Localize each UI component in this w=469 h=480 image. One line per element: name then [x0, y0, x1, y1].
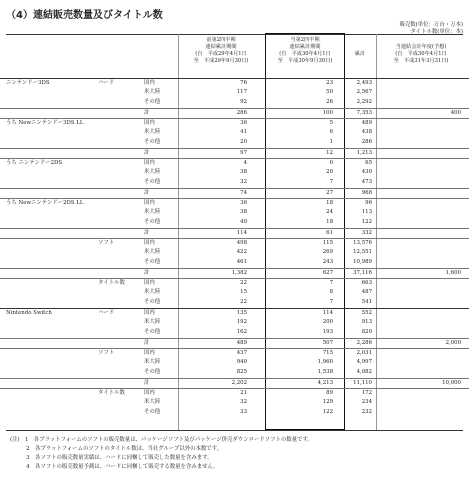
- cell-curr: 18: [326, 219, 333, 225]
- table-row: [0, 178, 469, 187]
- header-curr-line1: 当第2四半期: [290, 37, 320, 43]
- cell-reg: 計: [144, 380, 150, 386]
- cell-cat: ハード: [98, 80, 115, 86]
- cell-reg: 計: [144, 110, 150, 116]
- cell-cum: 286: [361, 139, 372, 145]
- cell-cum: 172: [361, 390, 372, 396]
- unit-note-sales: 販売数(単位：万台・万本): [399, 22, 463, 28]
- table-bottom-rule: [6, 430, 463, 431]
- cell-reg: 米大陸: [144, 399, 161, 405]
- cell-cum: 489: [361, 120, 372, 126]
- cell-prev: 135: [236, 310, 247, 316]
- cell-prev: 41: [240, 129, 247, 135]
- table-row: [0, 238, 469, 248]
- cell-reg: その他: [144, 219, 161, 225]
- cell-reg: その他: [144, 369, 161, 375]
- table-row: [0, 328, 469, 337]
- cell-cum: 2,286: [356, 340, 372, 346]
- header-prev-period: [180, 37, 262, 65]
- cell-prev: 32: [240, 179, 247, 185]
- cell-curr: 122: [322, 409, 333, 415]
- cell-prev: 489: [236, 340, 247, 346]
- cell-prev: 21: [240, 390, 247, 396]
- cell-curr: 1,538: [317, 369, 333, 375]
- cell-fc: 10,000: [442, 380, 461, 386]
- cell-cum: 2,493: [356, 80, 372, 86]
- cell-reg: その他: [144, 179, 161, 185]
- cell-prev: 97: [240, 150, 247, 156]
- cell-reg: 国内: [144, 200, 155, 206]
- cell-curr: 7: [329, 179, 333, 185]
- cell-reg: 計: [144, 230, 150, 236]
- table-row: [0, 378, 469, 388]
- table-row: [0, 398, 469, 407]
- footnote-2: 2 各プラットフォームのソフトのタイトル数は、当社グループ以外の本数です。: [10, 446, 223, 452]
- cell-curr: 18: [326, 200, 333, 206]
- header-curr-period: [265, 37, 345, 65]
- cell-reg: 米大陸: [144, 359, 161, 365]
- cell-prev: 36: [240, 200, 247, 206]
- cell-reg: 計: [144, 190, 150, 196]
- cell-cum: 37,116: [353, 270, 372, 276]
- cell-reg: 国内: [144, 240, 155, 246]
- table-row: [0, 198, 469, 208]
- cell-prev: 15: [240, 289, 247, 295]
- table-row: [0, 318, 469, 327]
- cell-prev: 92: [240, 99, 247, 105]
- cell-curr: 12: [326, 150, 333, 156]
- cell-curr: 115: [322, 240, 333, 246]
- cell-curr: 23: [326, 80, 333, 86]
- cell-curr: 193: [322, 329, 333, 335]
- table-row: [0, 228, 469, 238]
- cell-fc: 2,000: [445, 340, 461, 346]
- cell-curr: 0: [329, 160, 333, 166]
- cell-reg: 国内: [144, 310, 155, 316]
- cell-reg: 国内: [144, 280, 155, 286]
- cell-curr: 61: [326, 230, 333, 236]
- cell-prev: 2,202: [231, 380, 247, 386]
- header-curr-line2: 連結累計期間: [289, 44, 321, 50]
- cell-cat: ソフト: [98, 350, 115, 356]
- cell-cum: 122: [361, 219, 372, 225]
- cell-prev: 36: [240, 120, 247, 126]
- cell-prev: 32: [240, 399, 247, 405]
- cell-prev: 76: [240, 80, 247, 86]
- cell-fc: 1,600: [445, 270, 461, 276]
- table-row: [0, 258, 469, 267]
- footnote-3: 3 各ソフトの販売数量実績は、ハードに同梱して販売した数量を含みます。: [10, 455, 213, 461]
- table-row: [0, 218, 469, 227]
- table-row: [0, 298, 469, 307]
- table-row: [0, 158, 469, 168]
- table-row: [0, 118, 469, 128]
- cell-curr: 24: [326, 209, 333, 215]
- cell-reg: 国内: [144, 390, 155, 396]
- footnotes: [10, 436, 313, 472]
- cell-curr: 50: [326, 89, 333, 95]
- cell-cum: 4,082: [356, 369, 372, 375]
- cell-cum: 820: [361, 329, 372, 335]
- header-curr-line4: 至 平成30年9月30日): [277, 58, 333, 64]
- cell-curr: 89: [326, 390, 333, 396]
- cell-cum: 2,292: [356, 99, 372, 105]
- table-row: [0, 288, 469, 297]
- cell-prev: 1,382: [231, 270, 247, 276]
- table-row: [0, 188, 469, 198]
- header-top-rule: [6, 34, 463, 35]
- table-row: [0, 338, 469, 348]
- cell-prev: 162: [236, 329, 247, 335]
- header-forecast-line1: 当連結会計年度(予想): [395, 44, 447, 50]
- table-row: [0, 78, 469, 88]
- cell-reg: 国内: [144, 350, 155, 356]
- cell-curr: 4,213: [317, 380, 333, 386]
- cell-cum: 552: [361, 310, 372, 316]
- cell-curr: 200: [322, 319, 333, 325]
- cell-reg: 国内: [144, 80, 155, 86]
- cell-cum: 1,213: [356, 150, 372, 156]
- unit-note-titles: タイトル数(単位：本): [410, 29, 463, 35]
- footnote-1: (注) 1 各プラットフォームのソフトの販売数量は、パッケージソフト及びパッケージ併売ダウンロードソフトの数量です。: [10, 437, 313, 443]
- cell-cum: 11,110: [353, 380, 372, 386]
- table-row: [0, 348, 469, 358]
- cell-prev: 114: [236, 230, 247, 236]
- cell-plat: うち ニンテンドー2DS: [6, 160, 63, 166]
- cell-prev: 461: [236, 259, 247, 265]
- footnote-4: 4 各ソフトの販売数量予測は、ハードに同梱して販売する数量を含みません。: [10, 464, 219, 470]
- cell-prev: 22: [240, 299, 247, 305]
- cell-reg: 米大陸: [144, 249, 161, 255]
- cell-cum: 113: [361, 209, 372, 215]
- cell-curr: 627: [322, 270, 333, 276]
- cell-cum: 438: [361, 129, 372, 135]
- cell-cat: ハード: [98, 310, 115, 316]
- cell-curr: 269: [322, 249, 333, 255]
- header-forecast-line2: (自 平成30年4月1日: [395, 51, 447, 57]
- cell-cum: 96: [365, 200, 372, 206]
- cell-reg: 米大陸: [144, 89, 161, 95]
- cell-prev: 437: [236, 350, 247, 356]
- cell-cum: 541: [361, 299, 372, 305]
- cell-cum: 12,551: [353, 249, 372, 255]
- cell-prev: 117: [236, 89, 247, 95]
- header-forecast-line3: 至 平成31年3月31日): [393, 58, 449, 64]
- cell-plat: ニンテンドー3DS: [6, 80, 50, 86]
- cell-prev: 33: [240, 409, 247, 415]
- cell-curr: 1,960: [317, 359, 333, 365]
- cell-curr: 5: [329, 120, 333, 126]
- cell-reg: 米大陸: [144, 209, 161, 215]
- cell-curr: 7: [329, 299, 333, 305]
- table-row: [0, 148, 469, 158]
- cell-reg: その他: [144, 139, 161, 145]
- cell-curr: 6: [329, 129, 333, 135]
- cell-cum: 332: [361, 230, 372, 236]
- cell-cat: タイトル数: [98, 280, 125, 286]
- table-row: [0, 128, 469, 137]
- cell-curr: 1: [329, 139, 333, 145]
- cell-reg: その他: [144, 99, 161, 105]
- table-row: [0, 208, 469, 217]
- cell-plat: Nintendo Switch: [6, 310, 52, 316]
- cell-prev: 22: [240, 280, 247, 286]
- cell-cum: 10,989: [353, 259, 372, 265]
- cell-prev: 825: [236, 369, 247, 375]
- cell-prev: 38: [240, 169, 247, 175]
- table-row: [0, 98, 469, 107]
- header-forecast: [378, 44, 464, 65]
- table-row: [0, 88, 469, 97]
- cell-prev: 192: [236, 319, 247, 325]
- cell-reg: 国内: [144, 160, 155, 166]
- cell-cum: 232: [361, 409, 372, 415]
- page-title: （4）連結販売数量及びタイトル数: [6, 10, 163, 21]
- table-row: [0, 138, 469, 147]
- cell-reg: その他: [144, 299, 161, 305]
- cell-reg: その他: [144, 329, 161, 335]
- cell-cum: 2,031: [356, 350, 372, 356]
- cell-reg: その他: [144, 409, 161, 415]
- table-row: [0, 168, 469, 177]
- cell-cum: 473: [361, 179, 372, 185]
- cell-cat: ソフト: [98, 240, 115, 246]
- header-prev-line1: 前第2四半期: [206, 37, 236, 43]
- cell-curr: 27: [326, 190, 333, 196]
- cell-curr: 26: [326, 99, 333, 105]
- cell-fc: 400: [450, 110, 461, 116]
- table-row: [0, 108, 469, 118]
- header-prev-line3: (自 平成29年4月1日: [195, 51, 247, 57]
- cell-reg: その他: [144, 259, 161, 265]
- cell-curr: 100: [322, 110, 333, 116]
- header-curr-line3: (自 平成30年4月1日: [279, 51, 331, 57]
- cell-prev: 498: [236, 240, 247, 246]
- cell-cum: 487: [361, 289, 372, 295]
- cell-cum: 968: [361, 190, 372, 196]
- cell-cum: 913: [361, 319, 372, 325]
- cell-cum: 13,576: [353, 240, 372, 246]
- table-row: [0, 278, 469, 288]
- cell-prev: 422: [236, 249, 247, 255]
- cell-plat: うち Newニンテンドー3DS LL: [6, 120, 84, 126]
- table-row: [0, 358, 469, 367]
- table-row: [0, 248, 469, 257]
- cell-cum: 2,567: [356, 89, 372, 95]
- cell-prev: 20: [240, 139, 247, 145]
- cell-reg: 米大陸: [144, 129, 161, 135]
- cell-prev: 74: [240, 190, 247, 196]
- cell-reg: 計: [144, 150, 150, 156]
- table-row: [0, 268, 469, 278]
- cell-prev: 286: [236, 110, 247, 116]
- cell-cum: 4,997: [356, 359, 372, 365]
- cell-cum: 234: [361, 399, 372, 405]
- header-prev-line4: 至 平成29年9月30日): [193, 58, 249, 64]
- table-row: [0, 408, 469, 417]
- table-row: [0, 308, 469, 318]
- table-row: [0, 388, 469, 398]
- cell-cum: 430: [361, 169, 372, 175]
- cell-plat: うち Newニンテンドー2DS LL: [6, 200, 84, 206]
- cell-cat: タイトル数: [98, 390, 125, 396]
- cell-reg: 計: [144, 340, 150, 346]
- header-cumulative: 累計: [354, 51, 366, 57]
- cell-curr: 8: [329, 289, 333, 295]
- header-prev-line2: 連結累計期間: [205, 44, 237, 50]
- cell-prev: 40: [240, 219, 247, 225]
- cell-prev: 4: [243, 160, 247, 166]
- cell-curr: 7: [329, 280, 333, 286]
- cell-curr: 243: [322, 259, 333, 265]
- cell-reg: 米大陸: [144, 169, 161, 175]
- cell-reg: 国内: [144, 120, 155, 126]
- cell-prev: 38: [240, 209, 247, 215]
- cell-reg: 計: [144, 270, 150, 276]
- cell-curr: 715: [322, 350, 333, 356]
- cell-cum: 663: [361, 280, 372, 286]
- cell-reg: 米大陸: [144, 289, 161, 295]
- cell-cum: 7,353: [356, 110, 372, 116]
- cell-reg: 米大陸: [144, 319, 161, 325]
- cell-curr: 114: [322, 310, 333, 316]
- cell-curr: 129: [322, 399, 333, 405]
- cell-curr: 507: [322, 340, 333, 346]
- cell-cum: 65: [365, 160, 372, 166]
- cell-curr: 20: [326, 169, 333, 175]
- cell-prev: 940: [236, 359, 247, 365]
- table-row: [0, 368, 469, 377]
